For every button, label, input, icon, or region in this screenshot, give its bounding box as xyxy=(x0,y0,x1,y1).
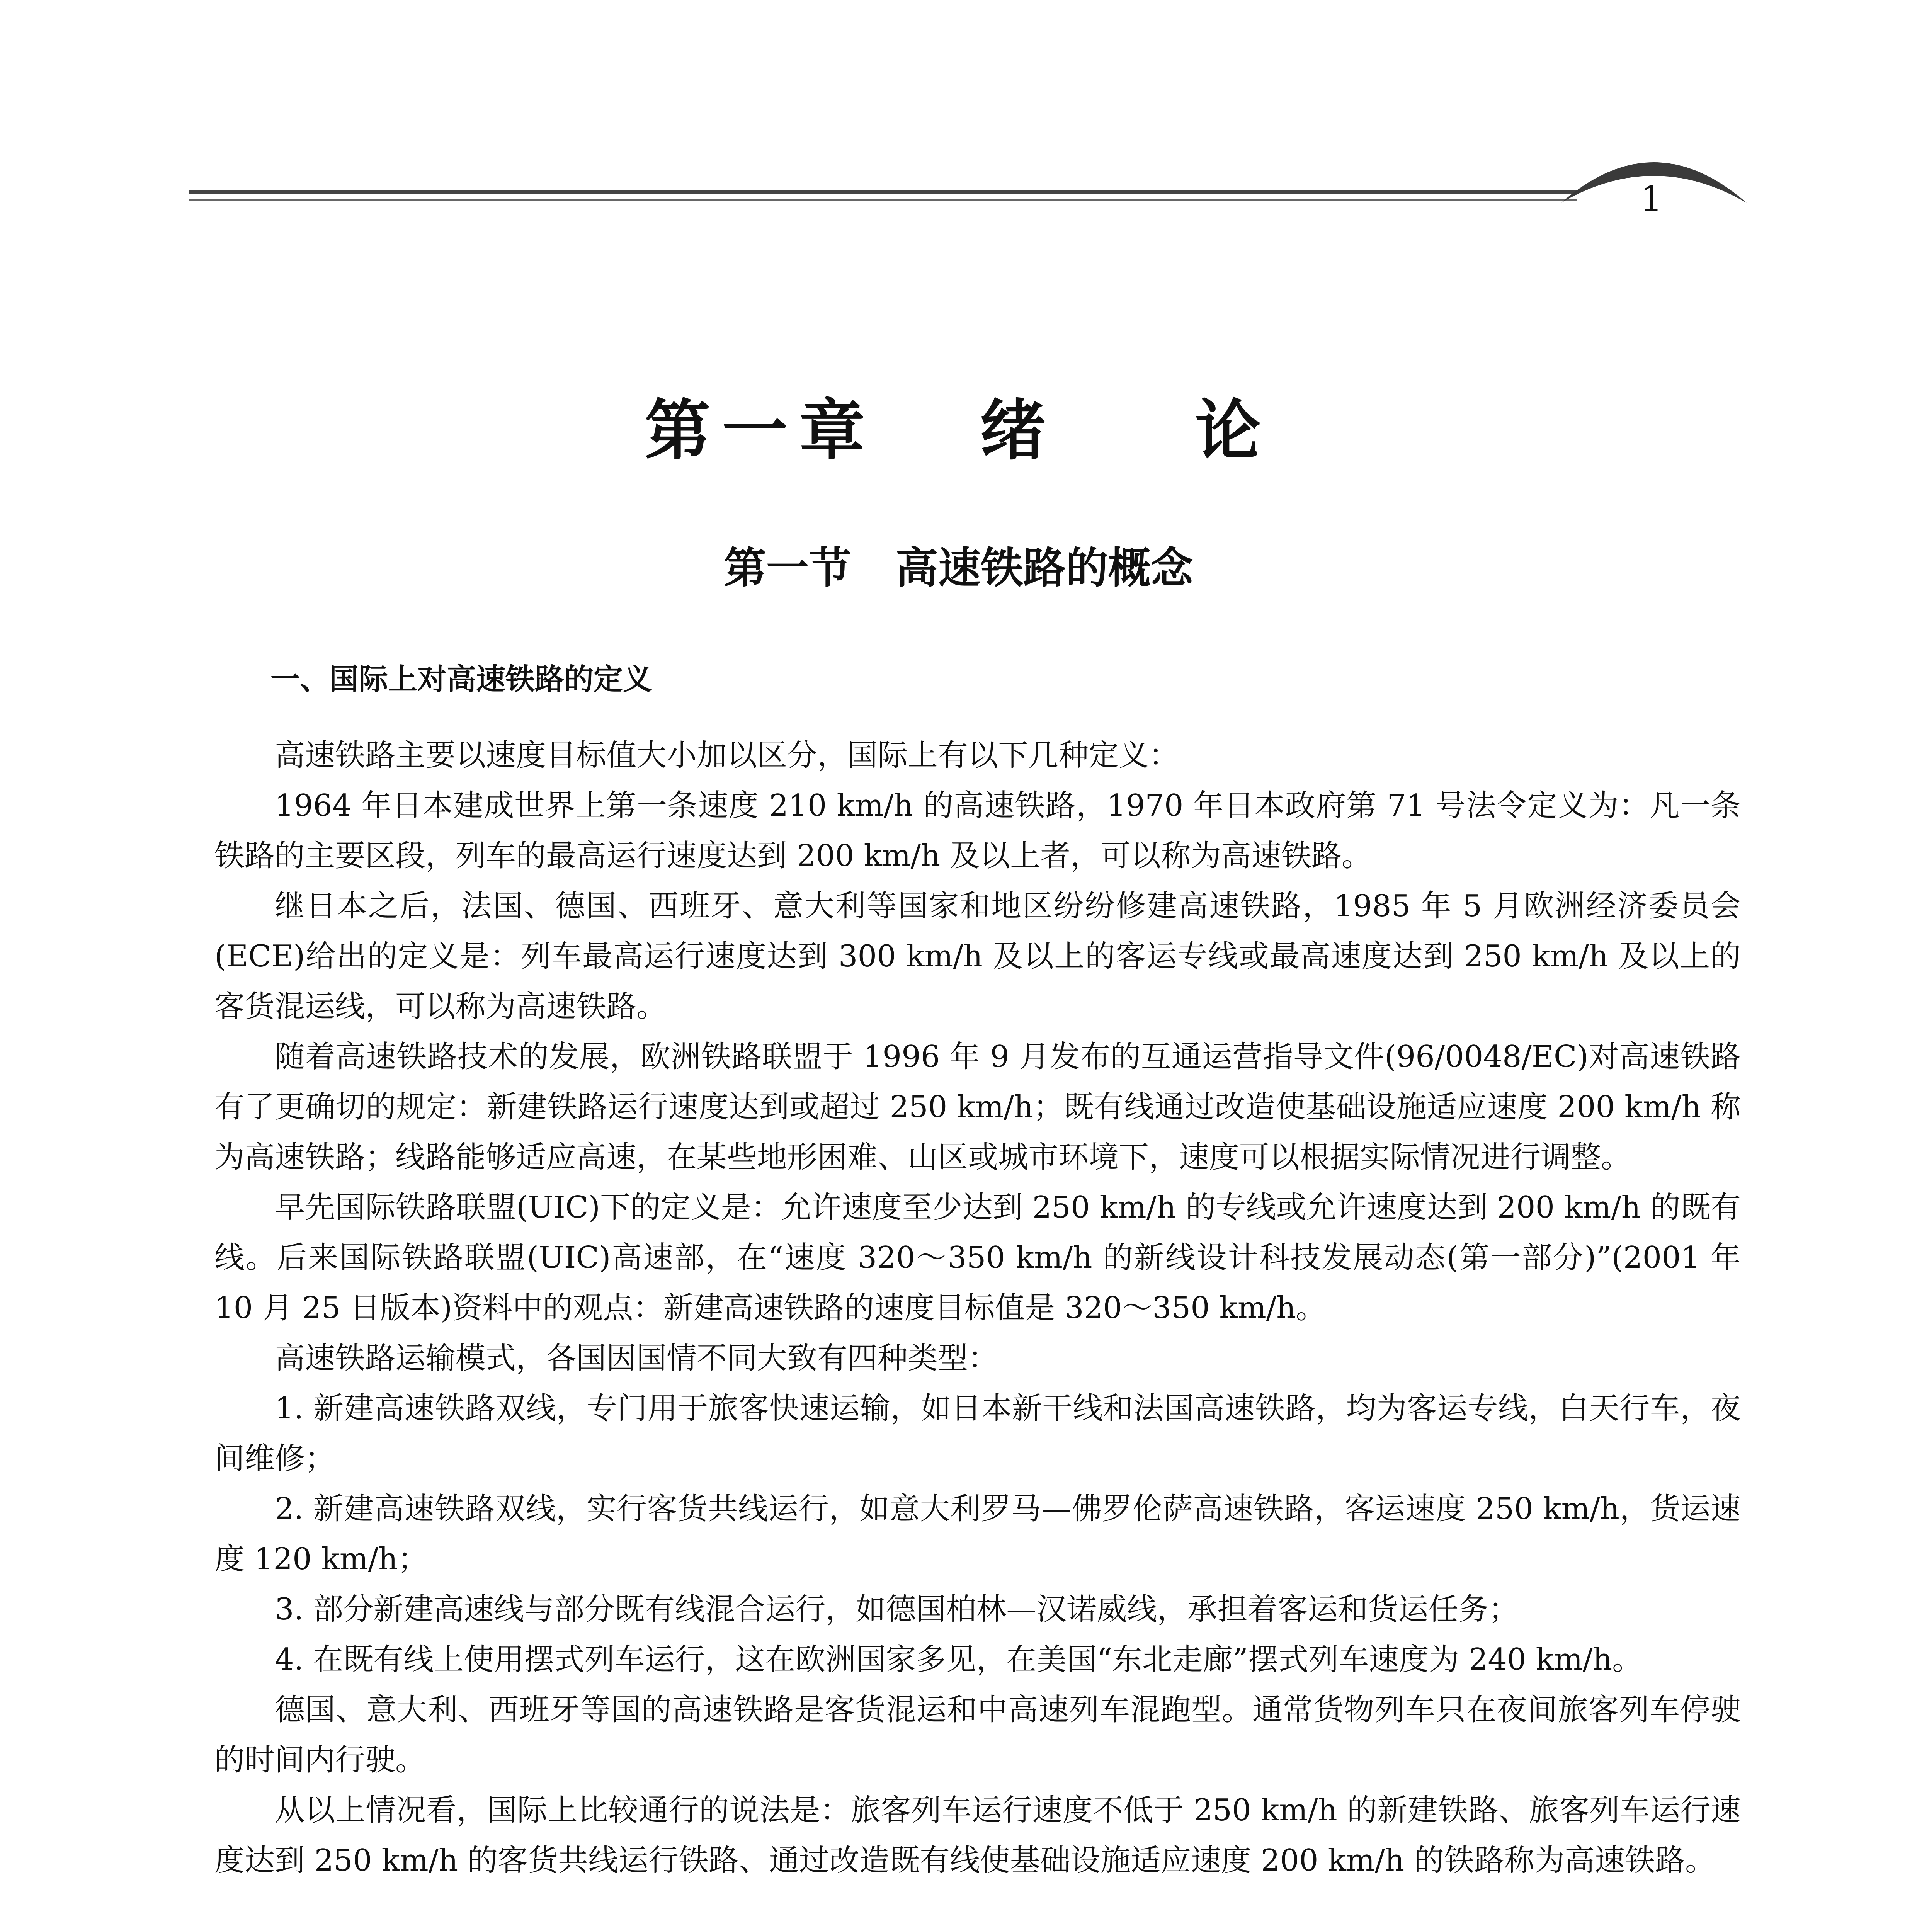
paragraph: 德国、意大利、西班牙等国的高速铁路是客货混运和中高速列车混跑型。通常货物列车只在夜间旅客列车停驶的时间内行驶。 xyxy=(214,1692,1741,1777)
page-number: 1 xyxy=(1640,179,1663,219)
paragraph: 1964 年日本建成世界上第一条速度 210 km/h 的高速铁路，1970 年日本政府第 71 号法令定义为：凡一条铁路的主要区段，列车的最高运行速度达到 200 km/h 及以上者，可以称为高速铁路。 xyxy=(214,788,1741,873)
paragraph: 从以上情况看，国际上比较通行的说法是：旅客列车运行速度不低于 250 km/h 的新建铁路、旅客列车运行速度达到 250 km/h 的客货共线运行铁路、通过改造既有线使基础设施适应速度 200 km/h 的铁路称为高速铁路。 xyxy=(214,1793,1741,1878)
paragraph: 高速铁路运输模式，各国因国情不同大致有四种类型： xyxy=(275,1341,998,1376)
header-rule-thin xyxy=(189,199,1577,201)
subsection-body-international xyxy=(214,730,1741,1886)
subsection-heading-international: 一、国际上对高速铁路的定义 xyxy=(270,662,652,696)
list-item: 2. 新建高速铁路双线，实行客货共线运行，如意大利罗马—佛罗伦萨高速铁路，客运速度 250 km/h，货运速度 120 km/h； xyxy=(214,1492,1741,1577)
header-rule xyxy=(189,190,1577,194)
section-title: 第一节 高速铁路的概念 xyxy=(724,543,1193,593)
list-item: 3. 部分新建高速线与部分既有线混合运行，如德国柏林—汉诺威线，承担着客运和货运任务； xyxy=(275,1592,1519,1627)
paragraph: 早先国际铁路联盟(UIC)下的定义是：允许速度至少达到 250 km/h 的专线或允许速度达到 200 km/h 的既有线。后来国际铁路联盟(UIC)高速部，在“速度 320～350 km/h 的新线设计科技发展动态(第一部分)”(2001 年 10 月 25 日版本)资料中的观点：新建高速铁路的速度目标值是 320～350 km/h。 xyxy=(214,1190,1741,1325)
paragraph: 随着高速铁路技术的发展，欧洲铁路联盟于 1996 年 9 月发布的互通运营指导文件(96/0048/EC)对高速铁路有了更确切的规定：新建铁路运行速度达到或超过 250 km/h；既有线通过改造使基础设施适应速度 200 km/h 称为高速铁路；线路能够适应高速，在某些地形困难、山区或城市环境下，速度可以根据实际情况进行调整。 xyxy=(214,1039,1741,1175)
list-item: 1. 新建高速铁路双线，专门用于旅客快速运输，如日本新干线和法国高速铁路，均为客运专线，白天行车，夜间维修； xyxy=(214,1391,1741,1476)
paragraph: 继日本之后，法国、德国、西班牙、意大利等国家和地区纷纷修建高速铁路，1985 年 5 月欧洲经济委员会(ECE)给出的定义是：列车最高运行速度达到 300 km/h 及以上的客运专线或最高速度达到 250 km/h 及以上的客货混运线，可以称为高速铁路。 xyxy=(214,889,1741,1024)
paragraph: 高速铁路主要以速度目标值大小加以区分，国际上有以下几种定义： xyxy=(275,738,1179,773)
chapter-title: 第一章 绪 论 xyxy=(645,393,1272,469)
list-item: 4. 在既有线上使用摆式列车运行，这在欧洲国家多见，在美国“东北走廊”摆式列车速度为 240 km/h。 xyxy=(275,1642,1643,1677)
